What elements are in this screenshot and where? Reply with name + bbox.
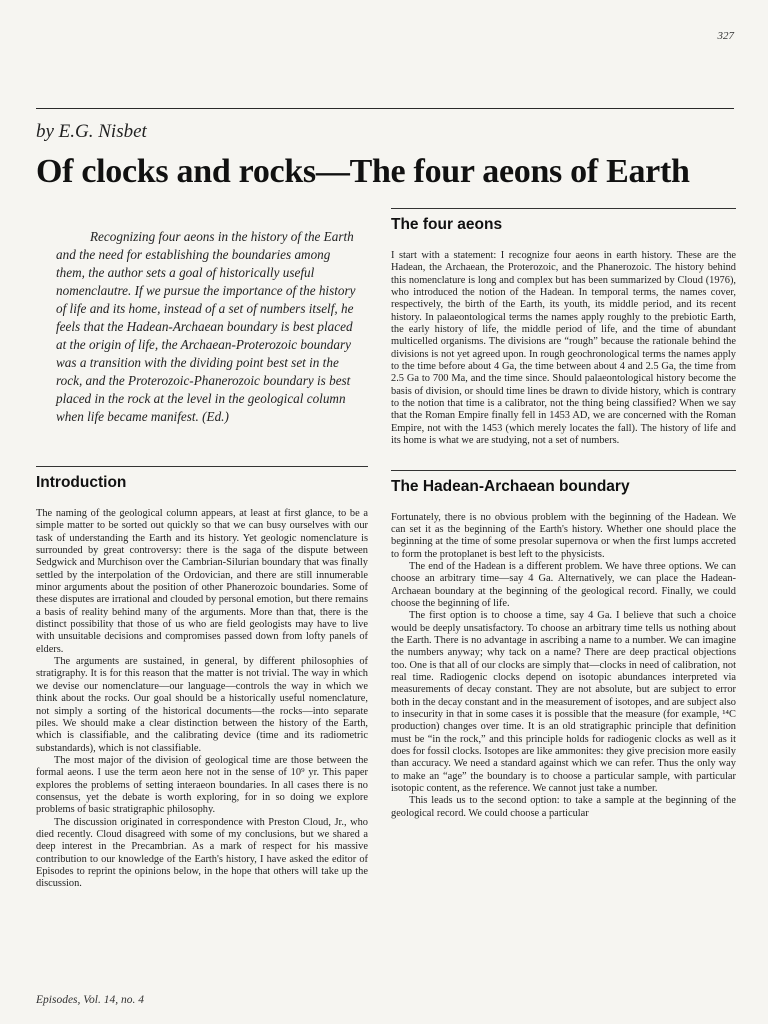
paragraph: The arguments are sustained, in general, by different philosophies of stratigraphy. It is for this reason that the matter is not trivial. The way in which we devise our nomenclature—our language—controls the way in which we think about the rocks. Our goal should be a historically useful nomenclature, not simply a sorting of the historical documents—the rocks—into separate piles. We should make a clear distinction between the history of the Earth, which is classifiable, and the calibrating device (time and its radiometric substandards), which is not classifiable. xyxy=(36,656,368,754)
paragraph: The most major of the division of geological time are those between the formal aeons. I use the term aeon here not in the sense of 10⁹ yr. This paper explores the problems of setting interaeon boundaries. In all cases there is no consensus, yet the debate is worth exploring, for in so doing we explore problems of basic stratigraphic philosophy. xyxy=(36,754,368,816)
paragraph: The naming of the geological column appears, at least at first glance, to be a simple matter to be sorted out quickly so that we can busy ourselves with our task of understanding the Earth and its history. Yet geologic nomenclature is surrounded by great controversy: there is the saga of the dispute between Sedgwick and Murchison over the Cambrian-Silurian boundary that was finally settled by the interpolation of the Ordovician, and there are still innumerable minor arguments about the position of other Phanerozoic boundaries. Some of these disputes are irrational and clouded by personal emotion, but there remains a basis of reality behind many of the arguments. More than that, there is the distinct possibility that those of us who are field geologists may have to live with unsuitable decisions and compromises passed down from lofty panels of elders. xyxy=(36,508,368,655)
section-heading-introduction: Introduction xyxy=(36,474,368,498)
page-number: 327 xyxy=(717,30,734,42)
section-heading-four-aeons: The four aeons xyxy=(391,216,736,240)
section-heading-hadean-archaean: The Hadean-Archaean boundary xyxy=(391,478,736,502)
paragraph: Fortunately, there is no obvious problem with the beginning of the Hadean. We can set it as the beginning of the Earth's history. Whether one should place the beginning at the time of some presolar supernova or when the first lumps accreted to form the protoplanet is best left to the physicists. xyxy=(391,511,736,560)
left-column xyxy=(36,212,368,891)
paragraph: The first option is to choose a time, say 4 Ga. I believe that such a choice would be deeply unsatisfactory. To choose an arbitrary time tells us nothing about the Earth. There is no advantage in ascribing a name to a number. We can imagine the numbers anyway; why tack on a name? There are deep practical objections too. One is that all of our clocks are simply that—clocks in need of calibration, not real time. Radiogenic clocks depend on isotopic abundances interpreted via measurements of decay constant. They are not absolute, but are subject to error both in the decay constant and in the measurement of isotopes, and are subject also to insecurity in that in some cases it is possible that the measure (for example, ¹⁴C production) changes over time. It is an old stratigraphic principle that definition must be “in the rock,” and this principle holds for radiogenic clocks as well as it does for fossil clocks. Isotopes are like ammonites: they give precision more easily than accuracy. We need a standard against which we can refer. Thus the only way to make an “age” the boundary is to choose a particular sample, with particular isotopic content, as the reference. We cannot just take a number. xyxy=(391,610,736,795)
paragraph: The discussion originated in correspondence with Preston Cloud, Jr., who died recently. Cloud disagreed with some of my conclusions, but we shared a deep interest in the Precambrian. As a mark of respect for his massive contribution to our knowledge of the Earth's history, I have asked the editor of Episodes to reprint the opinions below, in the hope that others will take up the discussion. xyxy=(36,816,368,890)
right-column xyxy=(391,212,736,820)
journal-footer: Episodes, Vol. 14, no. 4 xyxy=(36,994,144,1006)
editor-abstract xyxy=(36,228,368,426)
article-title: Of clocks and rocks—The four aeons of Earth xyxy=(36,153,690,190)
paragraph: The end of the Hadean is a different problem. We have three options. We can choose an arbitrary time—say 4 Ga. Alternatively, we can place the Hadean-Archaean boundary at the beginning of the geological record. Finally, we could choose the beginning of life. xyxy=(391,560,736,609)
header-rule xyxy=(36,108,734,109)
paragraph: I start with a statement: I recognize four aeons in earth history. These are the Hadean, the Archaean, the Proterozoic, and the Phanerozoic. The history behind this nomenclature is long and complex but has been summarized by Cloud (1976), who introduced the notion of the Hadean. In temporal terms, the names cover, respectively, the birth of the Earth, its youth, its middle period, and its recent history. In palaeontological terms the names apply roughly to the prebiotic Earth, the early history of life, the middle period of life, and the time of abundant multicelled organisms. The divisions are “rough” because the rationale behind the divisions is not yet agreed upon. In rough geochronological terms the names apply to the time before about 4 Ga, the time between about 4 and 2.5 Ga, the time from 2.5 Ga to 700 Ma, and the time since. Should palaeontological history become the basis of division, or should time lines be drawn to divide history, which is contrary to the notion that time is a calibrator, not the thing being classified? When we say that the Roman Empire finally fell in 1453 AD, we are concerned with the Roman Empire, not with the 1453 (which merely locates the fall). The history of life and its home is what we are studying, not a set of numbers. xyxy=(391,250,736,447)
paragraph: This leads us to the second option: to take a sample at the beginning of the geological record. We could choose a particular xyxy=(391,795,736,819)
byline: by E.G. Nisbet xyxy=(36,121,147,142)
abstract-text: Recognizing four aeons in the history of the Earth and the need for establishing the boundaries among them, the author sets a goal of historically useful nomenclautre. If we pursue the importance of the history of life and its home, instead of a set of numbers itself, he feels that the Hadean-Archaean boundary is best placed at the origin of life, the Archaean-Proterozoic boundary was a transition with the dividing point best set in the rock, and the Proterozoic-Phanerozoic boundary is best placed in the rock at the level in the geological column when life became manifest. (Ed.) xyxy=(56,229,356,424)
